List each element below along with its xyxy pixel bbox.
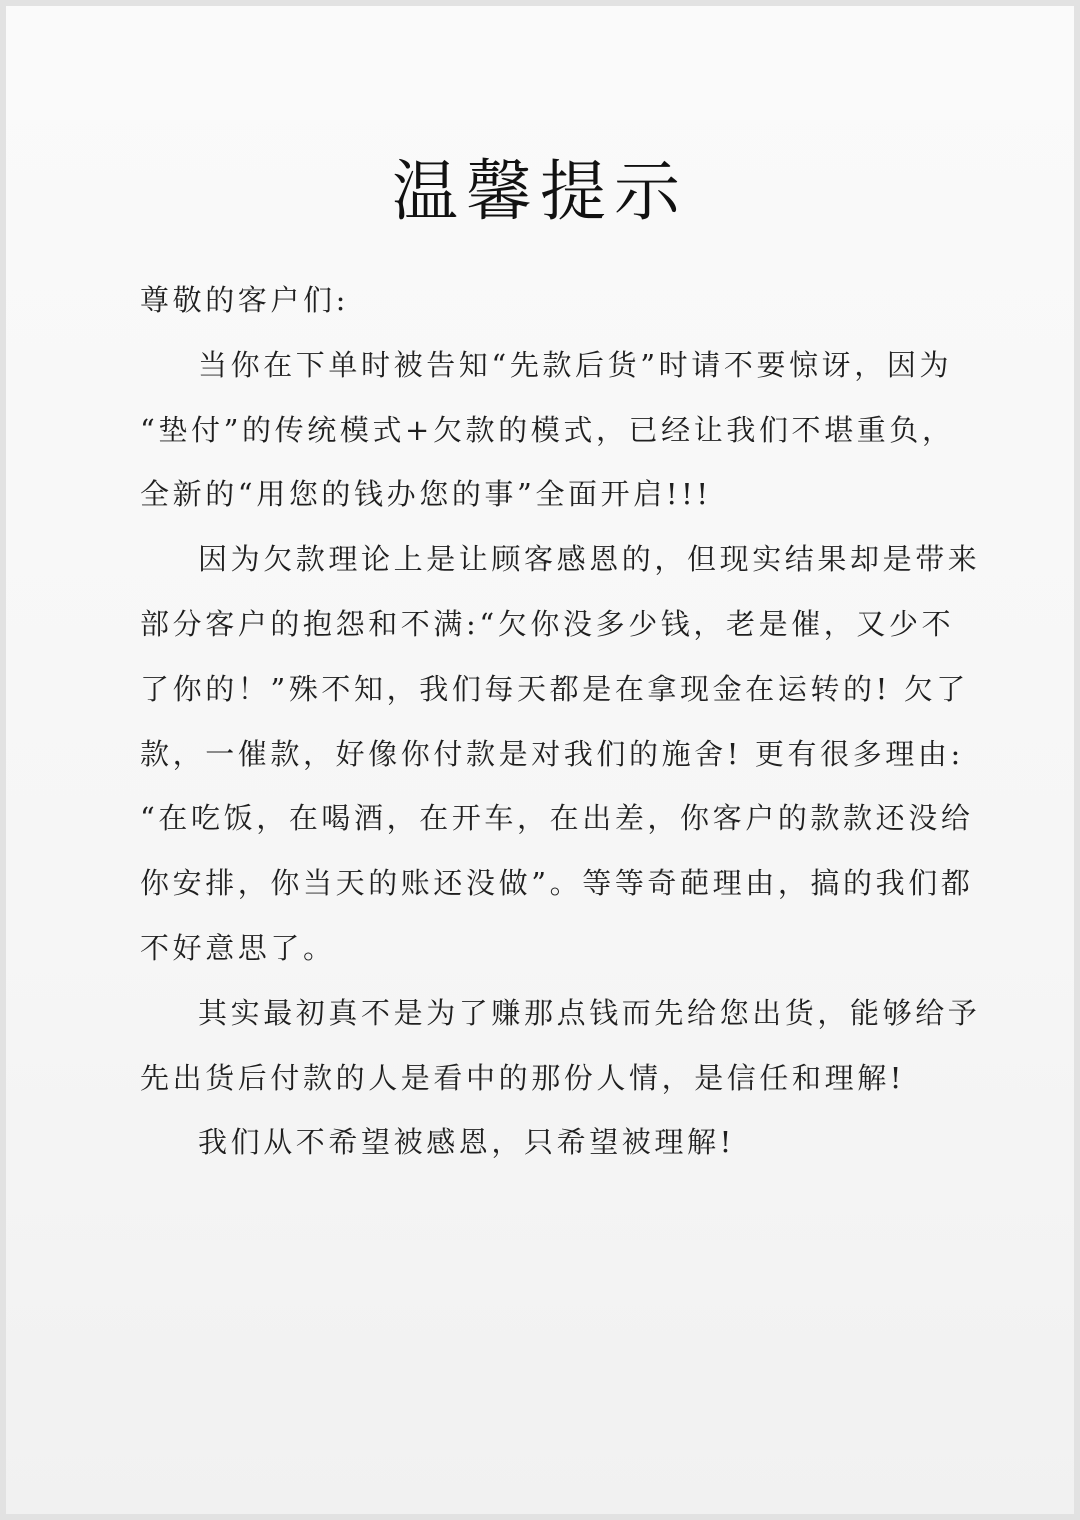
notice-body [140,268,981,1175]
body-line: 我们从不希望被感恩，只希望被理解! [198,1125,735,1160]
greeting-line: 尊敬的客户们: [140,283,349,317]
page-title: 温馨提示 [392,153,688,230]
body-line: 全新的“用您的钱办您的事”全面开启!!! [140,477,712,512]
body-line: “在吃饭，在喝酒，在开车，在出差，你客户的款款还没给 [140,801,974,836]
body-line: 先出货后付款的人是看中的那份人情，是信任和理解! [140,1060,906,1095]
body-line: 因为欠款理论上是让顾客感恩的，但现实结果却是带来 [198,542,981,577]
body-line: 了你的！”殊不知，我们每天都是在拿现金在运转的! 欠了 [140,671,969,706]
body-line: 其实最初真不是为了赚那点钱而先给您出货，能够给予 [198,995,981,1030]
body-line: 当你在下单时被告知“先款后货”时请不要惊讶，因为 [198,347,953,382]
body-line: 款，一催款，好像你付款是对我们的施舍! 更有很多理由: [140,736,964,771]
body-line: 部分客户的抱怨和不满:“欠你没多少钱，老是催，又少不 [140,606,955,641]
body-line: 不好意思了。 [140,930,336,965]
body-line: 你安排，你当天的账还没做”。等等奇葩理由，搞的我们都 [140,866,974,901]
body-line: “垫付”的传统模式+欠款的模式，已经让我们不堪重负， [140,412,955,447]
